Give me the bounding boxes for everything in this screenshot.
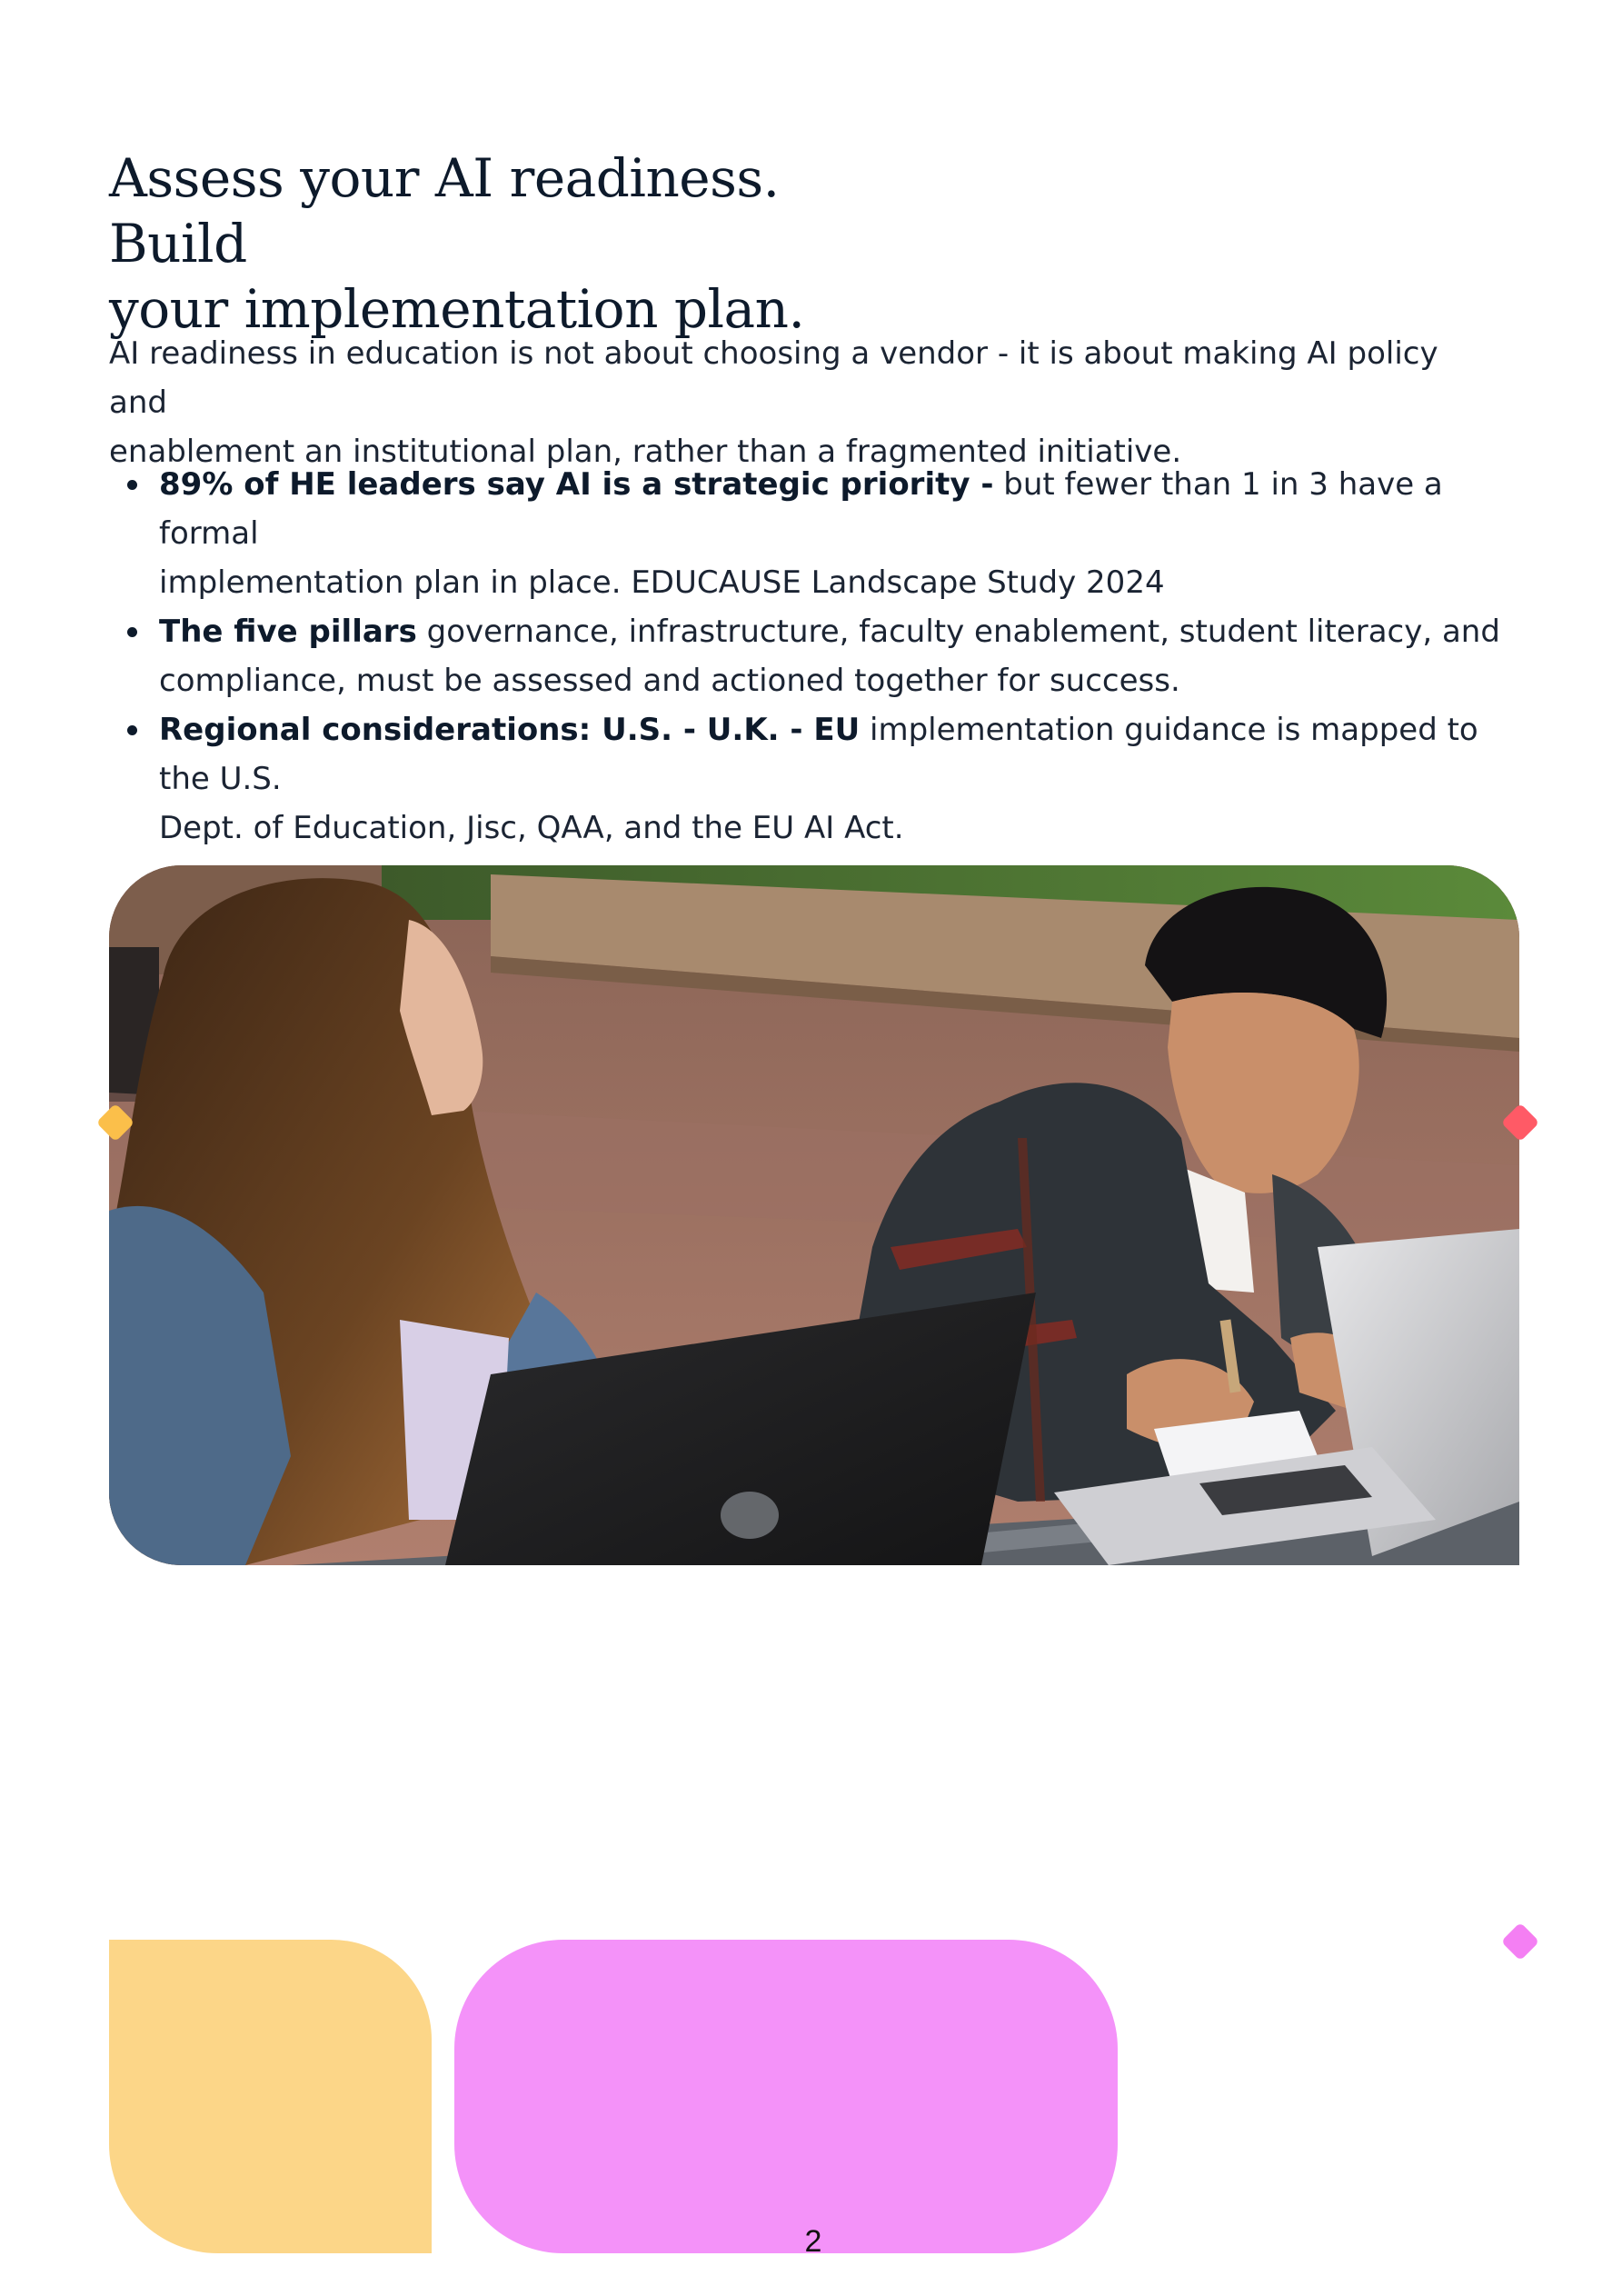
page-number: 2 — [804, 2224, 822, 2259]
intro-line-2: enablement an institutional plan, rather than a fragmented initiative. — [109, 434, 1182, 470]
bullet-1-line-1 — [159, 460, 1527, 558]
decorative-pink-shape — [454, 1940, 1118, 2253]
bullet-2-line-2: compliance, must be assessed and actioned together for success. — [159, 663, 1180, 699]
bullet-icon — [127, 627, 137, 637]
pink-diamond-icon — [1501, 1922, 1539, 1961]
list-item — [109, 460, 1527, 607]
bullet-1-line-2: implementation plan in place. EDUCAUSE Landscape Study 2024 — [159, 564, 1165, 601]
bullet-3-line-2: Dept. of Education, Jisc, QAA, and the EU AI Act. — [159, 810, 904, 846]
intro-line-1: AI readiness in education is not about choosing a vendor - it is about making AI policy and — [109, 335, 1438, 421]
bullet-3-bold: Regional considerations: U.S. - U.K. - EU — [159, 712, 861, 748]
bullet-1-text: but fewer than 1 in 3 have a formal — [159, 466, 1443, 552]
title-line-2: your implementation plan. — [109, 278, 805, 340]
bullet-1-bold: 89% of HE leaders say AI is a strategic priority - — [159, 466, 994, 503]
bullet-3-text: implementation guidance is mapped to the U.S. — [159, 712, 1478, 797]
page-title — [109, 145, 927, 342]
key-points-list — [109, 460, 1527, 853]
bullet-2-bold: The five pillars — [159, 614, 417, 650]
bullet-2-line-1 — [159, 607, 1527, 656]
students-photo — [109, 865, 1519, 1565]
bullet-3-line-1 — [159, 705, 1527, 804]
title-line-1: Assess your AI readiness. Build — [109, 147, 780, 275]
photo-illustration — [109, 865, 1519, 1565]
list-item — [109, 607, 1527, 705]
bullet-icon — [127, 725, 137, 735]
list-item — [109, 705, 1527, 853]
intro-paragraph — [109, 329, 1472, 476]
bullet-2-text: governance, infrastructure, faculty enablement, student literacy, and — [416, 614, 1500, 650]
decorative-yellow-shape — [109, 1940, 432, 2253]
bullet-icon — [127, 480, 137, 490]
